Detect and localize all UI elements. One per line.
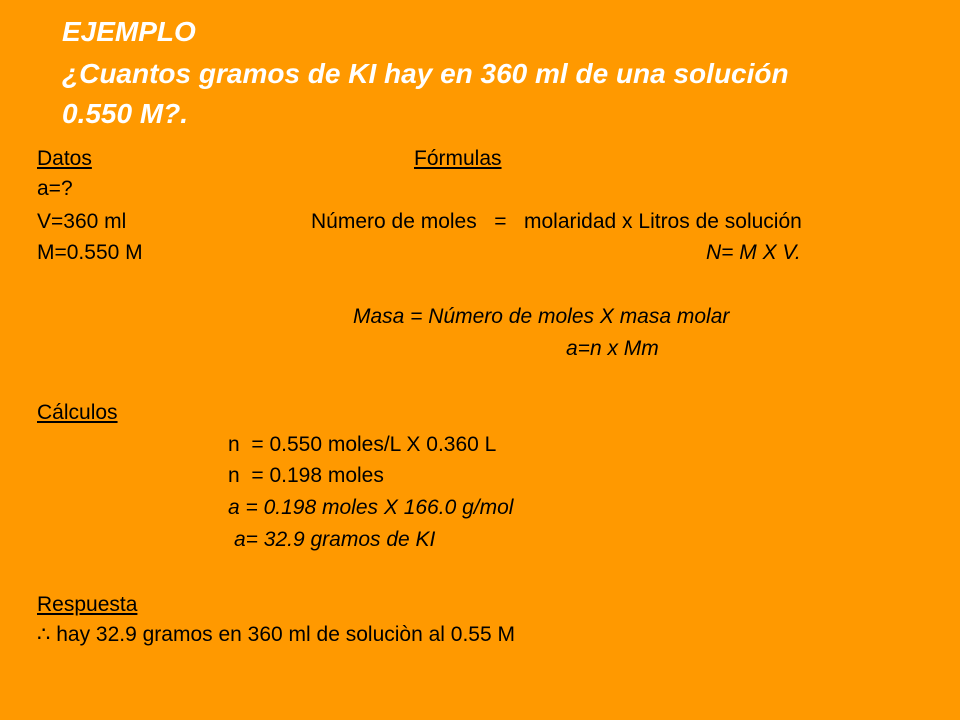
datos-item: M=0.550 M xyxy=(37,241,143,264)
calculo-line: a = 0.198 moles X 166.0 g/mol xyxy=(228,496,514,519)
datos-item: V=360 ml xyxy=(37,210,127,233)
calculo-line: n = 0.198 moles xyxy=(228,464,384,487)
calculo-line: a= 32.9 gramos de KI xyxy=(234,528,436,551)
respuesta-header: Respuesta xyxy=(37,593,138,616)
therefore-icon: ∴ xyxy=(37,623,51,646)
formula-moles-short: N= M X V. xyxy=(706,241,801,264)
formula-moles: Número de moles = molaridad x Litros de solución xyxy=(311,210,802,233)
slide-title-line-1: EJEMPLO xyxy=(62,16,196,47)
formulas-header: Fórmulas xyxy=(414,147,502,170)
slide-title-line-2: ¿Cuantos gramos de KI hay en 360 ml de una solución xyxy=(62,58,789,89)
datos-item: a=? xyxy=(37,177,73,200)
respuesta-text: hay 32.9 gramos en 360 ml de soluciòn al 0.55 M xyxy=(56,623,515,646)
formula-masa-short: a=n x Mm xyxy=(566,337,659,360)
respuesta-line xyxy=(37,620,515,650)
calculos-header: Cálculos xyxy=(37,401,118,424)
datos-header: Datos xyxy=(37,147,92,170)
slide-title-line-3: 0.550 M?. xyxy=(62,98,189,129)
formula-masa: Masa = Número de moles X masa molar xyxy=(353,305,730,328)
calculo-line: n = 0.550 moles/L X 0.360 L xyxy=(228,433,497,456)
